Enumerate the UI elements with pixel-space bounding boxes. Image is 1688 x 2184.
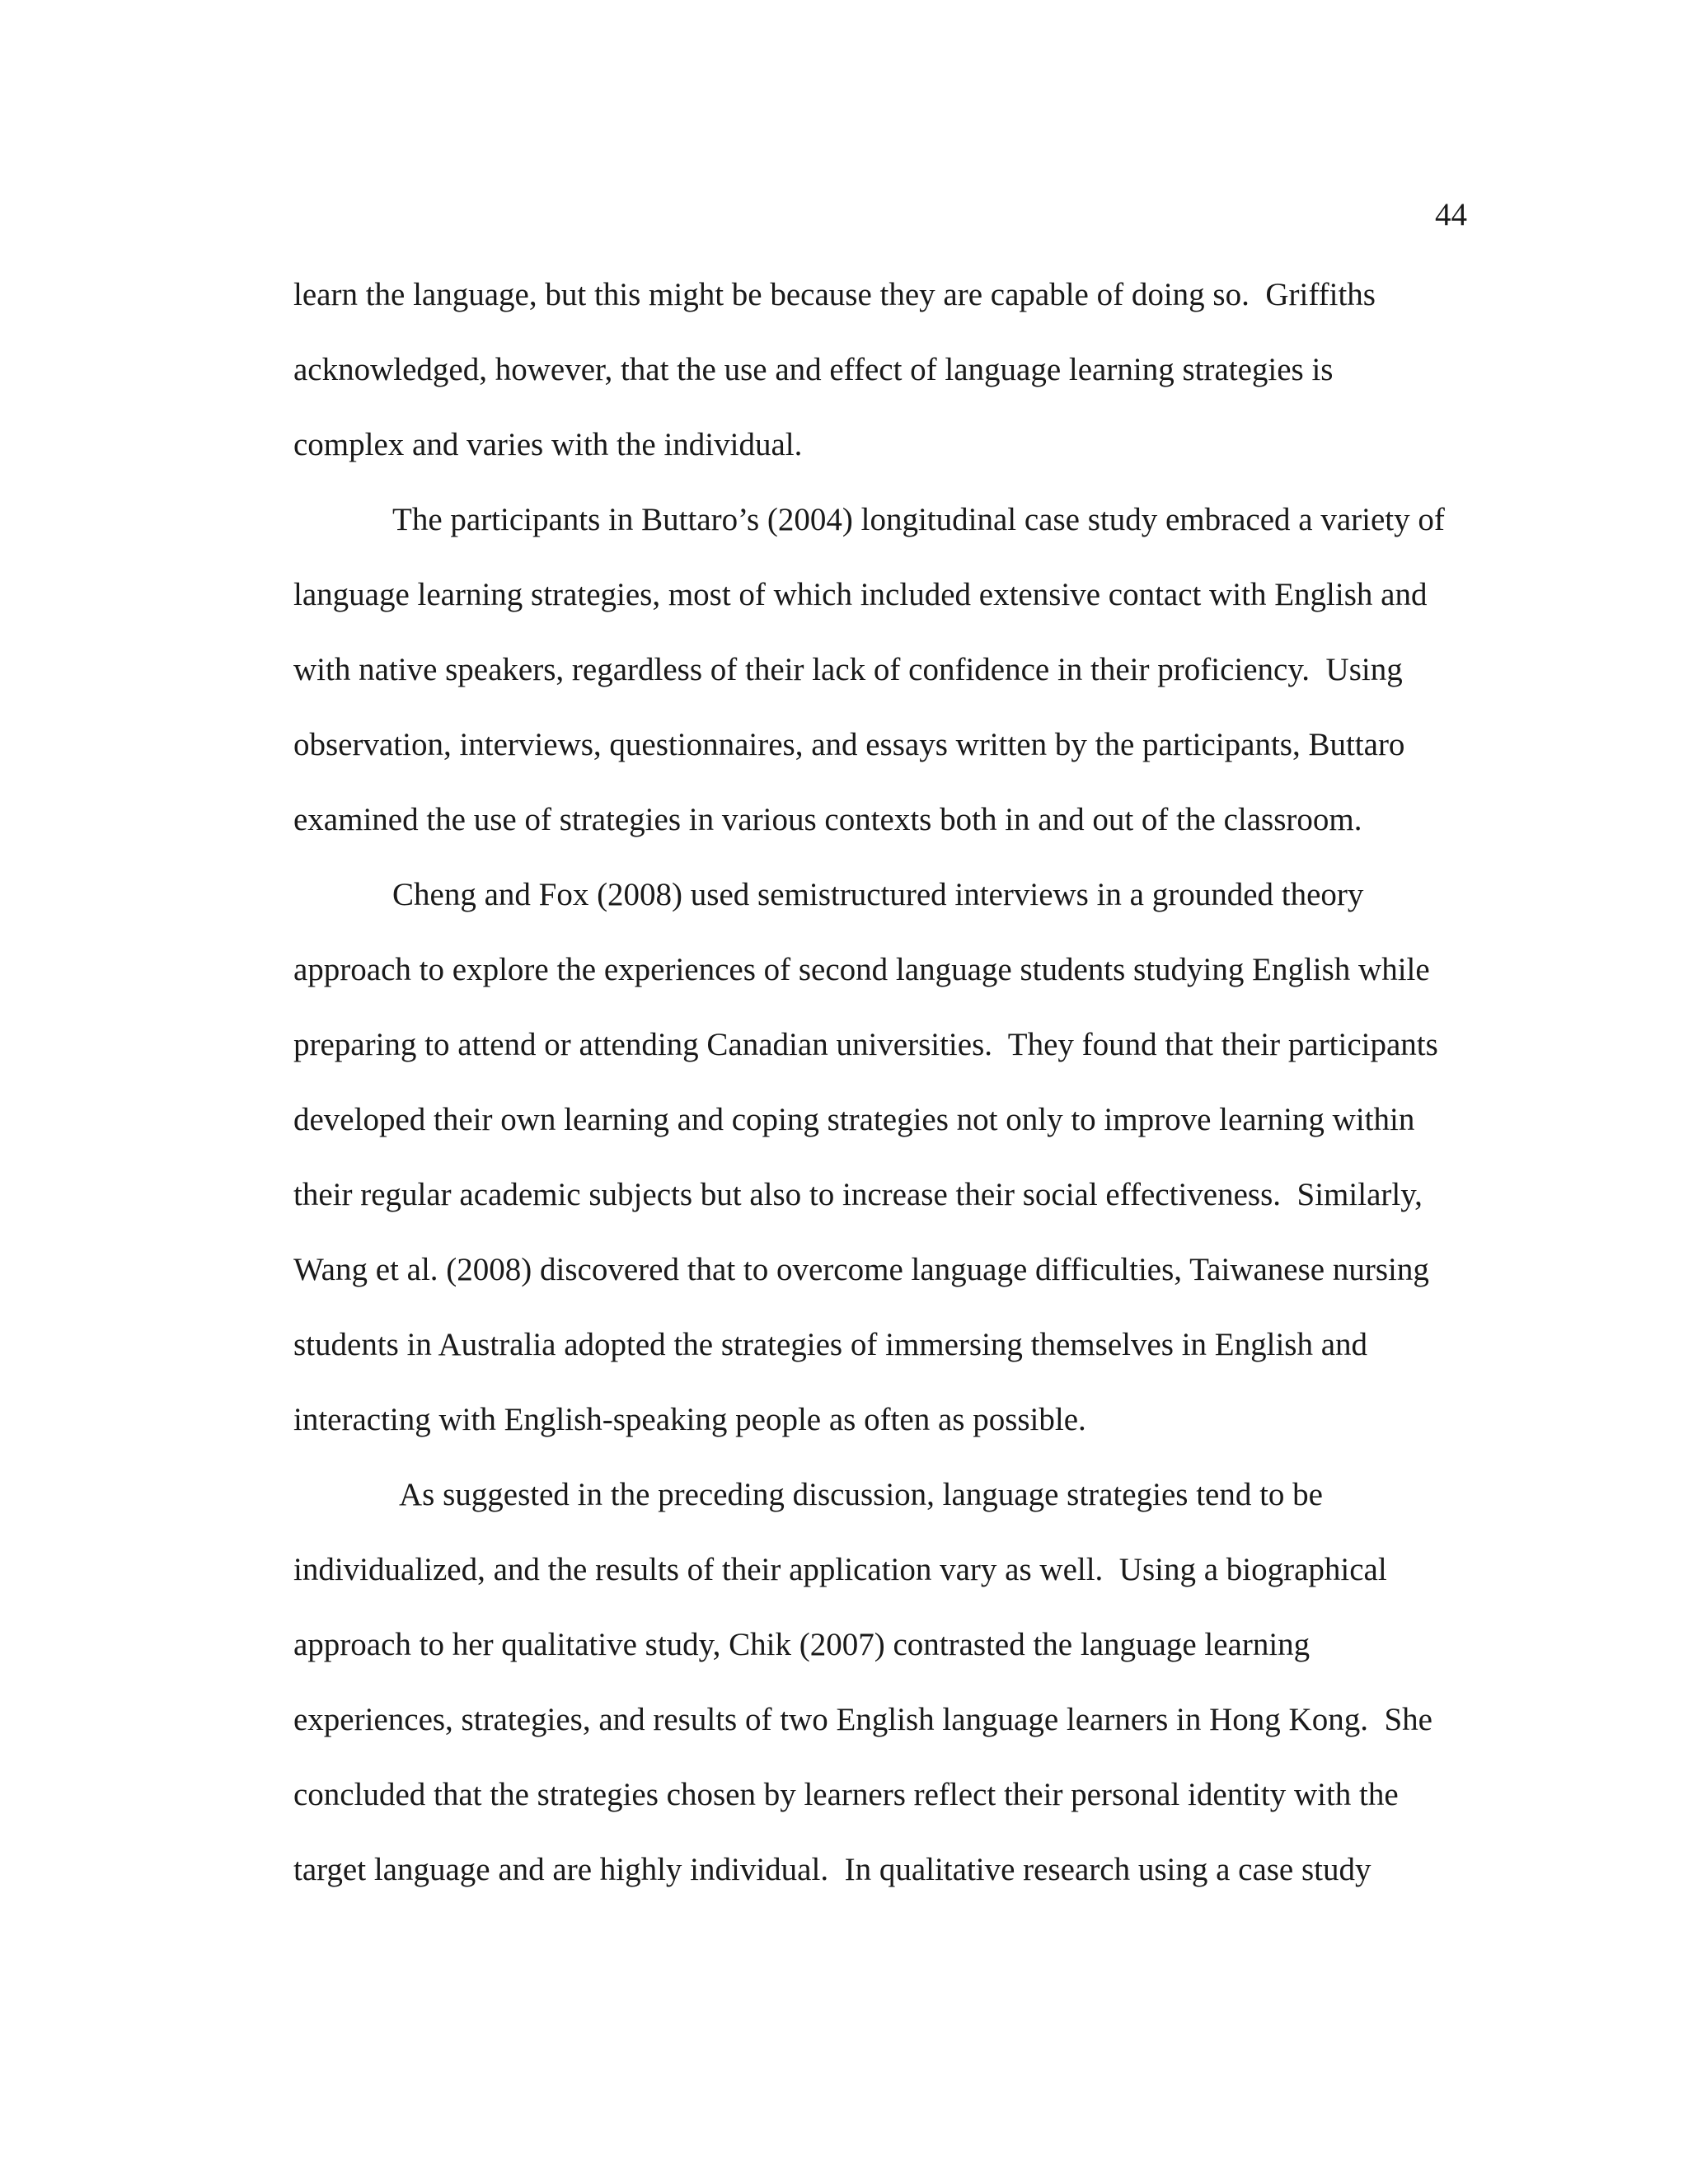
paragraph-2-line-3: with native speakers, regardless of their lack of confidence in their proficiency. Using [293, 652, 1403, 687]
paragraph-4-line-1: As suggested in the preceding discussion, language strategies tend to be [399, 1477, 1323, 1512]
paragraph-3-line-6: Wang et al. (2008) discovered that to overcome language difficulties, Taiwanese nursing [293, 1252, 1429, 1287]
body-text [293, 257, 1480, 1907]
paragraph-4-line-5: concluded that the strategies chosen by learners reflect their personal identity with the [293, 1777, 1399, 1812]
paragraph-4-line-6: target language and are highly individual. In qualitative research using a case study [293, 1852, 1372, 1887]
paragraph-1-line-1: learn the language, but this might be because they are capable of doing so. Griffiths [293, 277, 1376, 312]
page-number: 44 [1435, 197, 1467, 232]
paragraph-2-line-2: language learning strategies, most of which included extensive contact with English and [293, 577, 1428, 612]
paragraph-3-line-3: preparing to attend or attending Canadian universities. They found that their participants [293, 1027, 1438, 1062]
paragraph-4-line-4: experiences, strategies, and results of two English language learners in Hong Kong. She [293, 1702, 1432, 1737]
paragraph-1-line-3: complex and varies with the individual. [293, 427, 803, 462]
paragraph-2-line-4: observation, interviews, questionnaires, and essays written by the participants, Buttaro [293, 727, 1405, 762]
paragraph-3-line-7: students in Australia adopted the strategies of immersing themselves in English and [293, 1327, 1368, 1362]
paragraph-3-line-5: their regular academic subjects but also to increase their social effectiveness. Similarly, [293, 1177, 1423, 1212]
paragraph-3-line-2: approach to explore the experiences of second language students studying English while [293, 952, 1430, 987]
paragraph-4-line-2: individualized, and the results of their application vary as well. Using a biographical [293, 1552, 1387, 1587]
paragraph-2-line-5: examined the use of strategies in various contexts both in and out of the classroom. [293, 802, 1362, 837]
paragraph-3-line-8: interacting with English-speaking people as often as possible. [293, 1402, 1086, 1437]
paragraph-1-line-2: acknowledged, however, that the use and effect of language learning strategies is [293, 352, 1334, 387]
paragraph-4-line-3: approach to her qualitative study, Chik (2007) contrasted the language learning [293, 1627, 1311, 1662]
paragraph-3-line-1: Cheng and Fox (2008) used semistructured interviews in a grounded theory [392, 877, 1364, 912]
paragraph-2-line-1: The participants in Buttaro’s (2004) longitudinal case study embraced a variety of [392, 502, 1445, 537]
paragraph-3-line-4: developed their own learning and coping strategies not only to improve learning within [293, 1102, 1415, 1137]
